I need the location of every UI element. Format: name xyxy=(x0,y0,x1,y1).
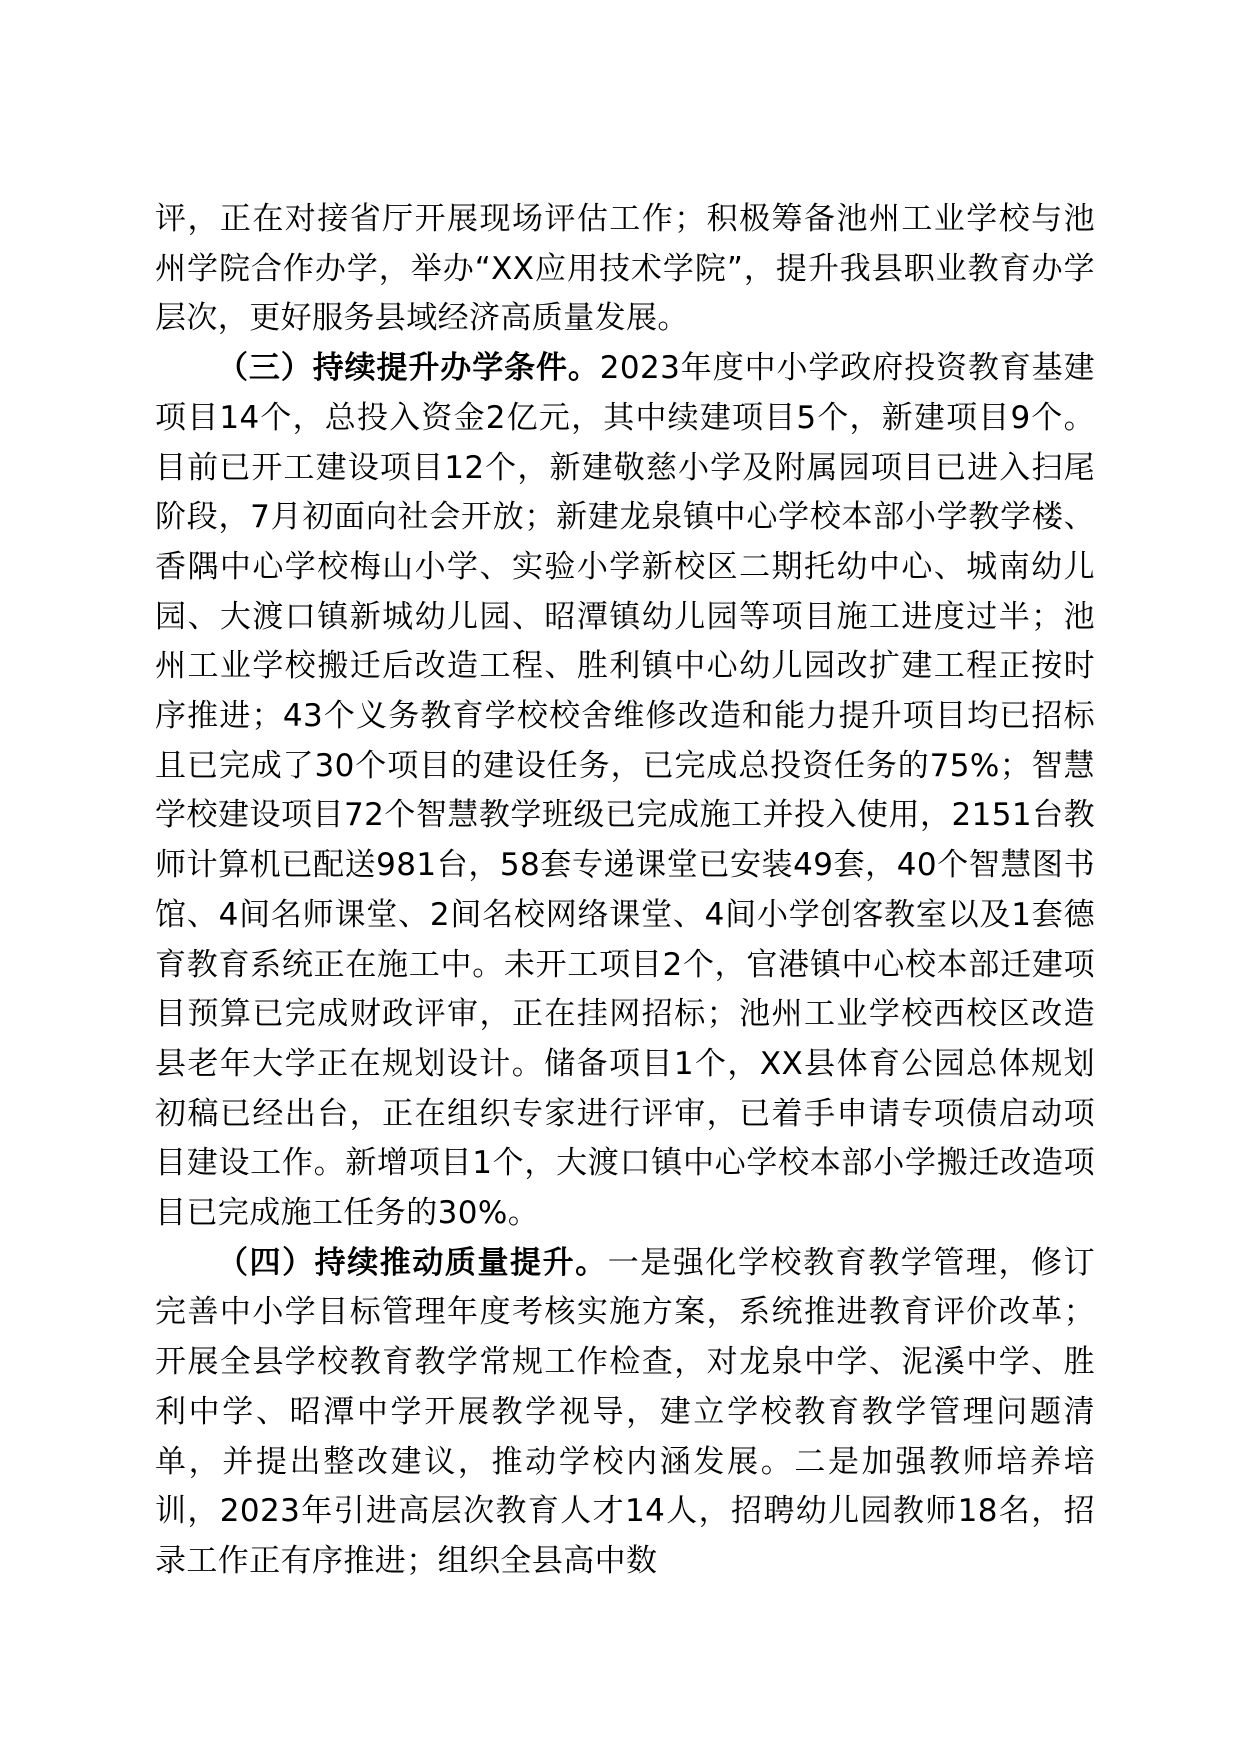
section-heading: （三）持续提升办学条件。 xyxy=(217,350,600,387)
section-heading: （四）持续推动质量提升。 xyxy=(217,1244,608,1281)
paragraph-section-3 xyxy=(155,344,1095,1239)
paragraph-continuation xyxy=(155,195,1095,344)
paragraph-section-4 xyxy=(155,1239,1095,1587)
paragraph-text: 2023年度中小学政府投资教育基建项目14个，总投入资金2亿元，其中续建项目5个，新建项目9个。目前已开工建设项目12个，新建敬慈小学及附属园项目已进入扫尾阶段，7月初面向社会开放；新建龙泉镇中心学校本部小学教学楼、香隅中心学校梅山小学、实验小学新校区二期托幼中心、城南幼儿园、大渡口镇新城幼儿园、昭潭镇幼儿园等项目施工进度过半；池州工业学校搬迁后改造工程、胜利镇中心幼儿园改扩建工程正按时序推进；43个义务教育学校校舍维修改造和能力提升项目均已招标且已完成了30个项目的建设任务，已完成总投资任务的75%；智慧学校建设项目72个智慧教学班级已完成施工并投入使用，2151台教师计算机已配送981台，58套专递课堂已安装49套，40个智慧图书馆、4间名师课堂、2间名校网络课堂、4间小学创客教室以及1套德育教育系统正在施工中。未开工项目2个，官港镇中心校本部迁建项目预算已完成财政评审，正在挂网招标；池州工业学校西校区改造县老年大学正在规划设计。储备项目1个，XX县体育公园总体规划初稿已经出台，正在组织专家进行评审，已着手申请专项债启动项目建设工作。新增项目1个，大渡口镇中心学校本部小学搬迁改造项目已完成施工任务的30%。 xyxy=(155,350,1095,1232)
paragraph-text: 一是强化学校教育教学管理，修订完善中小学目标管理年度考核实施方案，系统推进教育评价改革；开展全县学校教育教学常规工作检查，对龙泉中学、泥溪中学、胜利中学、昭潭中学开展教学视导，建立学校教育教学管理问题清单，并提出整改建议，推动学校内涵发展。二是加强教师培养培训，2023年引进高层次教育人才14人，招聘幼儿园教师18名，招录工作正有序推进；组织全县高中数 xyxy=(155,1244,1095,1579)
document-page xyxy=(155,195,1095,1595)
paragraph-text: 评，正在对接省厅开展现场评估工作；积极筹备池州工业学校与池州学院合作办学，举办“XX应用技术学院”，提升我县职业教育办学层次，更好服务县域经济高质量发展。 xyxy=(155,201,1095,337)
